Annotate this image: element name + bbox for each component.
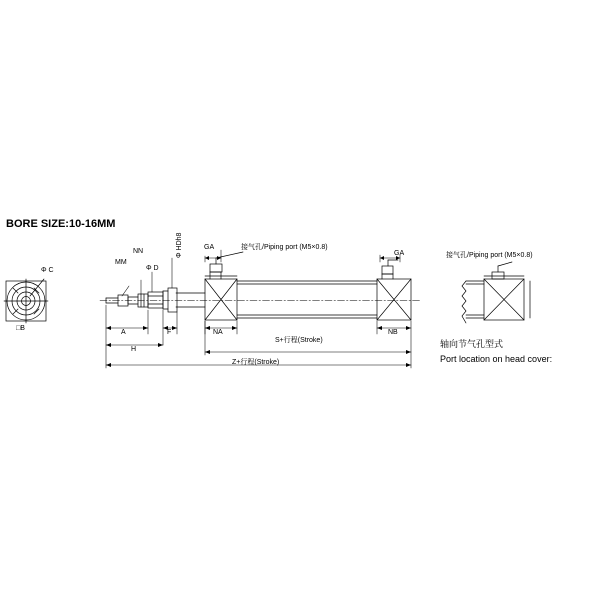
label-ga-left: GA [204,244,215,251]
label-phi-d: Φ D [146,265,159,272]
label-mm: MM [115,259,127,266]
label-dim-f: F [167,329,172,336]
label-dim-na: NA [213,329,223,336]
label-dim-z-stroke: Z+行程(Stroke) [232,359,280,366]
label-piping-port-main: 接气孔/Piping port (M5×0.8) [241,244,328,251]
label-square-b: □B [16,325,25,332]
label-ga-right: GA [394,250,405,257]
label-dim-h: H [131,346,137,353]
note-english: Port location on head cover: [440,354,553,364]
label-phi-c: Φ C [41,267,54,274]
page-title: BORE SIZE:10-16MM [6,218,116,230]
end-view [4,279,48,323]
head-cover-detail-view [462,262,530,323]
label-phi-hd-h8: Φ HDh8 [176,232,183,258]
note-chinese: 轴向节气孔型式 [440,339,504,349]
port-detail-right [382,260,398,274]
label-nn: NN [133,248,144,255]
label-dim-a: A [121,329,126,336]
label-piping-port-right: 接气孔/Piping port (M5×0.8) [446,252,533,259]
label-dim-s-stroke: S+行程(Stroke) [275,337,323,344]
label-dim-nb: NB [388,329,398,336]
port-detail-main [210,252,243,272]
